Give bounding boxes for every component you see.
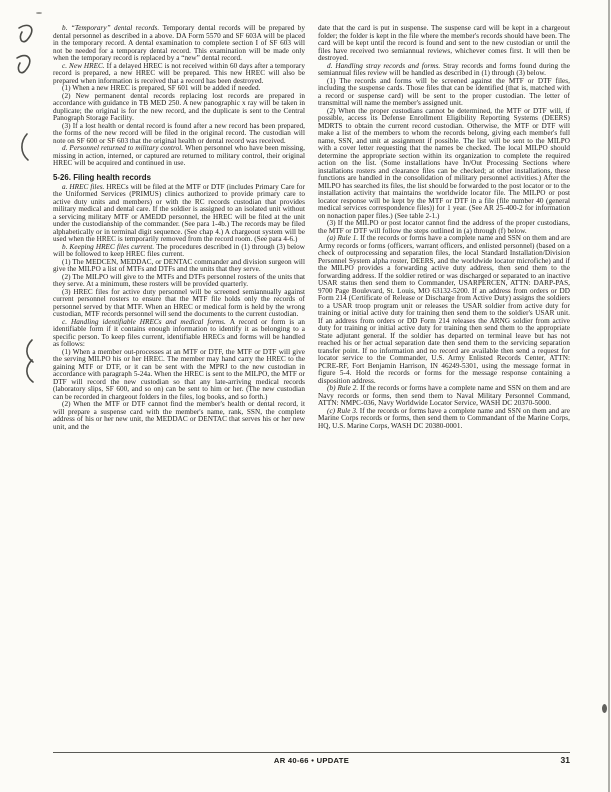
paragraph: b. Keeping HREC files current. The procedures described in (1) through (3) below will be followed to keep HREC files current. [53,242,305,258]
scan-edge-artifact [608,0,610,792]
paragraph-lead: d. Personnel returned to military control. [62,144,186,152]
paragraph-lead: (a) Rule 1. [327,234,361,242]
paragraph-lead: b. “Temporary” dental records. [62,24,163,32]
paragraph-lead: c. New HREC. [62,61,107,70]
paragraph: b. “Temporary” dental records. Temporary dental records will be prepared by dental personnel as described in a above. DA Form 5570 and SF 603A will be placed in the temporary record. A dental examination to complete section I of SF 603 will not be needed for a temporary dental record. This examination will be made only when the temporary record is replaced by a “new” dental record. [53,24,305,62]
paragraph: d. Personnel returned to military control. When personnel who have been missing, missing in action, interned, or captured are returned to military control, their original HREC will be acquired and continued in use. [53,144,306,167]
paragraph: (a) Rule 1. If the records or forms have a complete name and SSN on them and are Army records or forms (officers, warrant officers, and enlisted personnel) (based on a check of outprocessing and separation files, the local Standard Installation/Division Personnel System alpha roster, DEERS, and the worldwide locator microfiche) and if the MILPO provides a forwarding active duty address, then send them to the forwarding address. If the soldier retired or was discharged or separated to an inactive USAR status then send them to Commander, USARPERCEN, ATTN: DARP-PAS, 9700 Page Boulevard, St. Louis, MO 63132-5200. If an address from orders or DD Form 214 (Certificate of Release or Discharge from Active Duty) assigns the soldiers to a USAR troop program unit or releases the USAR soldier from active duty for training or initial active duty for training then send them to the soldier's USAR unit. If an address from orders or DD Form 214 releases the ARNG soldier from active duty for training or initial active duty for training then send them to the appropriate State adjutant general. If the soldier has departed on terminal leave but has not reached his or her actual separation date then send them to the servicing separation transfer point. If no information and no record are available then send a request for locator service to the Commander, U.S. Army Enlisted Records Center, ATTN: PCRE-RF, Fort Benjamin Harrison, IN 46249-5301, using the message format in figure 5-4. Hold the records or forms for the message response containing a disposition address. [318,234,570,385]
paragraph: (b) Rule 2. If the records or forms have a complete name and SSN on them and are Navy records or forms, then send them to Naval Military Personnel Command, ATTN: NMPC-036, Navy Worldwide Locator Service, WASH DC 20370-5000. [318,384,570,407]
page-number: 31 [560,755,570,765]
scan-speck [602,704,607,713]
paragraph: (3) If a lost health or dental record is found after a new record has been prepared, the forms of the new record will be filed in the original record. The custodian will note on SF 600 or SF 603 that the original health or dental record was received. [53,121,305,145]
paragraph: (1) When a member out-processes at an MTF or DTF, the MTF or DTF will give the serving MILPO his or her HREC. The member may hand carry the HREC to the gaining MTF or DTF, or it can be sent with the MPRJ to the new custodian in accordance with paragraph 5-24a. When the HREC is sent to the MILPO, the MTF or DTF will record the new custodian so that any late-arriving medical records (laboratory slips, SF 600, and so on) can be sent to him or her. (The new custodian can be recorded in chargeout folders in the files, log books, and so forth.) [53,347,305,401]
paragraph: (c) Rule 3. If the records or forms have a complete name and SSN on them and are Marine Corps records or forms, then send them to Commandant of the Marine Corps, HQ, U.S. Marine Corps, WASH DC 20380-0001. [318,406,570,430]
pen-paren-mark [27,360,33,382]
paragraph-lead: (c) Rule 3. [327,406,360,415]
paragraph: (2) The MILPO will give to the MTFs and DTFs personnel rosters of the units that they serve. At a minimum, these rosters will be provided quarterly. [53,272,305,288]
paragraph-lead: a. HREC files. [62,182,107,191]
paragraph: (1) When a new HREC is prepared, SF 601 will be added if needed. [62,84,261,92]
paragraph: (3) HREC files for active duty personnel will be screened semiannually against current personnel rosters to ensure that the MTF file holds only the records of personnel served by that MTF. When an HREC or medical form is held by the wrong custodian, MTF records personnel will send the documents to the current custodian. [53,287,305,318]
pen-paren-mark [22,134,28,160]
text-column-left [53,25,305,431]
paragraph-lead: b. Keeping HREC files current. [62,242,157,251]
text-column-right [318,25,570,431]
paragraph-lead: (b) Rule 2. [327,384,361,392]
doc-reference: AR 40-66 • UPDATE [273,756,350,765]
paragraph: (2) When the MTF or DTF cannot find the member's health or dental record, it will prepare a suspense card with the member's name, rank, SSN, the complete address of his or her new unit, the MEDDAC or DENTAC that serves his or her new unit, and the [53,400,305,431]
pen-loop-mark [19,25,32,41]
paragraph: (1) The MEDCEN, MEDDAC, or DENTAC commander and division surgeon will give the MILPO a list of MTFs and DTFs and the units that they serve. [53,257,305,273]
page-footer [53,752,570,768]
pen-paren-mark [27,340,33,362]
paragraph: (3) If the MILPO or post locator cannot find the address of the proper custodians, the MTF or DTF will follow the steps outlined in (a) through (f) below. [318,219,570,235]
handwritten-margin-marks [0,0,50,792]
paragraph-lead: c. Handling identifiable HRECs and medical forms. [62,317,230,326]
paragraph: c. Handling identifiable HRECs and medical forms. A record or form is an identifiable form if it contains enough information to identify it as belonging to a specific person. To keep files current, identifiable HRECs and forms will be handled as follows: [53,317,305,348]
section-heading: 5-26. Filing health records [53,172,151,182]
scan-speck [36,12,42,14]
document-body [53,25,570,431]
paragraph: (2) When the proper custodians cannot be determined, the MTF or DTF will, if possible, access its Defense Enrollment Eligibility Reporting Systems (DEERS) MDRTS to obtain the current record custodian. Otherwise, the MTF or DTF will make a list of the members to whom the records belong, giving each member's full name, SSN, and unit at assignment if possible. The list will be sent to the MILPO with a cover letter requesting that the names be checked. The local MILPO should determine the appropriate section within its organization to complete the required action on the list. (Some installations have In/Out Processing Sections where installations rosters and clearance files can be checked; at other installations, these functions are handled in the consolidation of military personnel activities.) After the MILPO has searched its files, the list should be forwarded to the post locator or to the installation activity that maintains the worldwide locator file. The MILPO or post locator response will be kept by the MTF or DTF in a file (file number 40 (general medical services correspondence files)) for 1 year. (See AR 25-400-2 for information on nonaction paper files.) (See table 2-1.) [318,106,570,220]
pen-loop-mark [17,56,30,73]
paragraph: (2) New permanent dental records replacing lost records are prepared in accordance with guidance in TB MED 250. A new panographic x ray will be taken in duplicate; the original is for the new record, and the duplicate is sent to the Central Panograph Storage Facility. [53,91,305,122]
paragraph: (1) The records and forms will be screened against the MTF or DTF files, including the suspense cards. Those files that can be identified (that is, matched with a record or suspense card) will be sent to the proper custodian. The letter of transmittal will name the member's assigned unit. [318,76,570,107]
paragraph: d. Handling stray records and forms. Stray records and forms found during the semiannual files review will be handled as described in (1) through (3) below. [318,61,570,77]
paragraph: a. HREC files. HRECs will be filed at the MTF or DTF (includes Primary Care for the Uniformed Services (PRIMUS) clinics authorized to provide primary care to active duty units and members) or with the RC records custodian that provides military medical and dental care. If the soldier is assigned to an isolated unit without a servicing military MTF or AMEDD personnel, the HREC will be filed at the unit under the custodianship of the commander. (See para 1-4b.) The records may be filed alphabetically or in terminal digit sequence. (See chap 4.) A chargeout system will be used when the HREC is temporarily removed from the record room. (See para 4-6.) [53,182,305,243]
paragraph-lead: d. Handling stray records and forms. [327,61,444,70]
paragraph: date that the card is put in suspense. The suspense card will be kept in a chargeout folder; the folder is kept in the file where the member's records should have been. The card will be kept until the record is found and sent to the new custodian or until the files have received two semiannual reviews, whichever comes first. It will then be destroyed. [318,24,570,62]
paragraph: c. New HREC. If a delayed HREC is not received within 60 days after a temporary record is prepared, a new HREC will be prepared. This new HREC will also be prepared when information is received that a record has been destroyed. [53,61,305,85]
